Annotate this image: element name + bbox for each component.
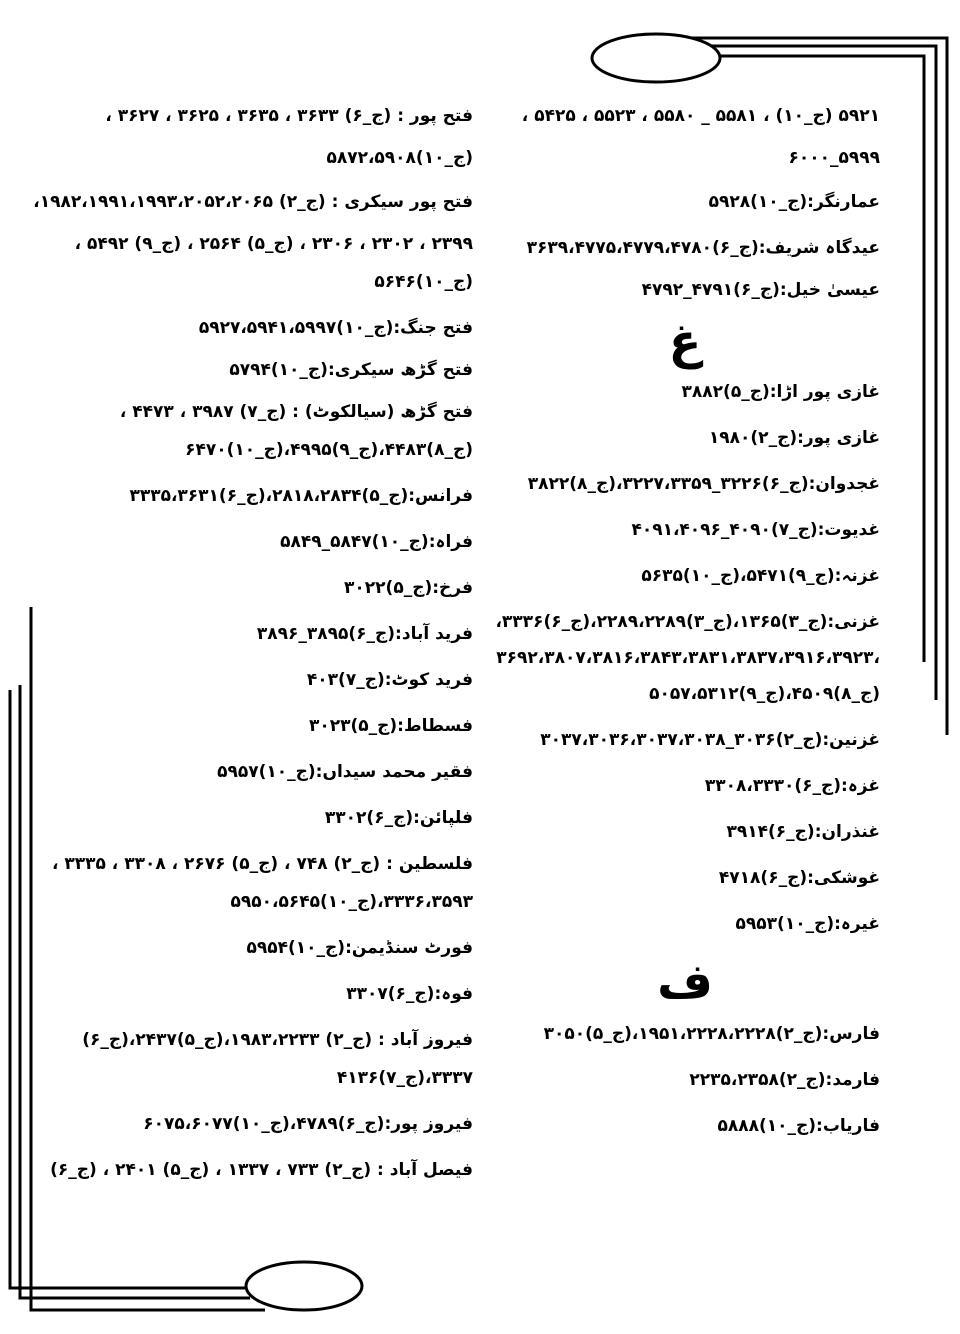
index-entry: ۶۰۰۰_۵۹۹۹ [788, 148, 880, 168]
right-column [490, 100, 880, 1138]
index-entry: غوشکی:(ج_۶)۴۷۱۸ [718, 868, 880, 888]
index-entry: فلسطین : (ج_۲) ۷۴۸ ، (ج_۵) ۲۶۷۶ ، ۳۳۰۸ ، ۳۳۳۵ ، [51, 854, 473, 874]
index-entry: ۵۹۲۱ (ج_۱۰) ، ۵۵۸۱ _ ۵۵۸۰ ، ۵۵۲۳ ، ۵۴۲۵ ، [521, 106, 880, 126]
section-letter-ghain: غ [668, 314, 702, 370]
index-entry: غیرہ:(ج_۱۰)۵۹۵۳ [735, 914, 880, 934]
index-entry: غازی پور اڑا:(ج_۵)۳۸۸۲ [681, 382, 880, 402]
frame-ellipse-bottom [246, 1262, 362, 1310]
index-entry: غجدوان:(ج_۶)۳۲۲۶_۳۲۲۷،۳۳۵۹،(ج_۸)۳۸۲۲ [527, 474, 880, 494]
index-entry: فتح گڑھ (سیالکوٹ) : (ج_۷) ۳۹۸۷ ، ۴۴۷۳ ، [119, 402, 473, 422]
index-entry: فارس:(ج_۲)۱۹۵۱،۲۲۲۸،۲۲۲۸،(ج_۵)۳۰۵۰ [543, 1024, 880, 1044]
index-entry: غزہ:(ج_۶)۳۳۰۸،۳۳۳۰ [704, 776, 880, 796]
frame-ellipse-top [592, 34, 720, 82]
index-entry: غنذران:(ج_۶)۳۹۱۴ [726, 822, 880, 842]
index-entry: غازی پور:(ج_۲)۱۹۸۰ [708, 428, 880, 448]
index-entry: فارمد:(ج_۲)۲۲۳۵،۲۳۵۸ [689, 1070, 880, 1090]
index-entry: فقیر محمد سیداں:(ج_۱۰)۵۹۵۷ [217, 762, 473, 782]
index-entry: فورٹ سنڈیمن:(ج_۱۰)۵۹۵۴ [246, 938, 473, 958]
index-entry: عیسیٰ خیل:(ج_۶)۴۷۹۱_۴۷۹۲ [641, 280, 880, 300]
index-entry: فرانس:(ج_۵)۲۸۱۸،۲۸۳۴،(ج_۶)۳۳۳۵،۳۶۳۱ [129, 486, 473, 506]
index-entry: غدیوت:(ج_۷)۴۰۹۰_۴۰۹۱،۴۰۹۶ [631, 520, 880, 540]
index-entry: فرید کوٹ:(ج_۷)۴۰۳ [306, 670, 473, 690]
index-entry: غزنی:(ج_۳)۱۳۶۵،(ج_۳)۲۲۸۹،۲۲۸۹،(ج_۶)۳۳۳۶، [495, 612, 880, 632]
index-entry: فرخ:(ج_۵)۳۰۲۲ [344, 578, 473, 598]
index-entry: فتح پور سیکری : (ج_۲) ۱۹۸۲،۱۹۹۱،۱۹۹۳،۲۰۵۲،۲۰۶۵، [33, 192, 473, 212]
index-entry: فرید آباد:(ج_۶)۳۸۹۵_۳۸۹۶ [256, 624, 473, 644]
index-entry: فوہ:(ج_۶)۳۳۰۷ [346, 984, 473, 1004]
index-entry: ۳۶۹۲،۳۸۰۷،۳۸۱۶،۳۸۴۳،۳۸۳۱،۳۸۳۷،۳۹۱۶،۳۹۲۳، [496, 648, 880, 668]
index-entry: فتح پور : (ج_۶) ۳۶۳۳ ، ۳۶۳۵ ، ۳۶۲۵ ، ۳۶۲۷ ، [105, 106, 473, 126]
index-entry: (ج_۱۰)۵۶۴۶ [374, 272, 473, 292]
index-entry: (ج_۸)۴۴۸۳،(ج_۹)۴۹۹۵،(ج_۱۰)۶۴۷۰ [185, 440, 473, 460]
section-letter-feh: ف [657, 954, 713, 1010]
index-entry: فیروز آباد : (ج_۲) ۱۹۸۳،۲۲۳۳،(ج_۵)۲۴۳۷،(ج_۶) [82, 1030, 473, 1050]
index-entry: (ج_۸)۴۵۰۹،(ج_۹)۵۰۵۷،۵۳۱۲ [649, 684, 880, 704]
index-entry: فاریاب:(ج_۱۰)۵۸۸۸ [717, 1116, 880, 1136]
index-entry: غزنین:(ج_۲)۳۰۳۶_۳۰۳۷،۳۰۳۶،۳۰۳۷،۳۰۳۸ [540, 730, 880, 750]
index-entry: فیروز پور:(ج_۶)۴۷۸۹،(ج_۱۰)۶۰۷۵،۶۰۷۷ [143, 1114, 473, 1134]
left-column [33, 100, 473, 1182]
index-entry: ۲۳۹۹ ، ۲۳۰۲ ، ۲۳۰۶ ، (ج_۵) ۲۵۶۴ ، (ج_۹) ۵۴۹۲ ، [74, 234, 473, 254]
index-entry: فراہ:(ج_۱۰)۵۸۴۷_۵۸۴۹ [280, 532, 473, 552]
index-entry: (ج_۱۰)۵۸۷۲،۵۹۰۸ [326, 148, 473, 168]
index-entry: غزنہ:(ج_۹)۵۴۷۱،(ج_۱۰)۵۶۳۵ [641, 566, 880, 586]
index-entry: فتح جنگ:(ج_۱۰)۵۹۲۷،۵۹۴۱،۵۹۹۷ [198, 318, 473, 338]
index-entry: ۳۳۳۶،۳۵۹۳،(ج_۱۰)۵۹۵۰،۵۶۴۵ [230, 892, 473, 912]
index-entry: فیصل آباد : (ج_۲) ۷۳۳ ، ۱۳۳۷ ، (ج_۵) ۲۴۰۱ ، (ج_۶) [50, 1160, 473, 1180]
index-entry: عمارنگر:(ج_۱۰)۵۹۲۸ [708, 192, 880, 212]
index-entry: فلپائن:(ج_۶)۳۳۰۲ [324, 808, 473, 828]
index-entry: فسطاط:(ج_۵)۳۰۲۳ [308, 716, 473, 736]
index-entry: ۳۳۳۷،(ج_۷)۴۱۳۶ [336, 1068, 473, 1088]
index-entry: عیدگاہ شریف:(ج_۶)۳۶۳۹،۴۷۷۵،۴۷۷۹،۴۷۸۰ [526, 238, 880, 258]
index-entry: فتح گڑھ سیکری:(ج_۱۰)۵۷۹۴ [229, 360, 473, 380]
